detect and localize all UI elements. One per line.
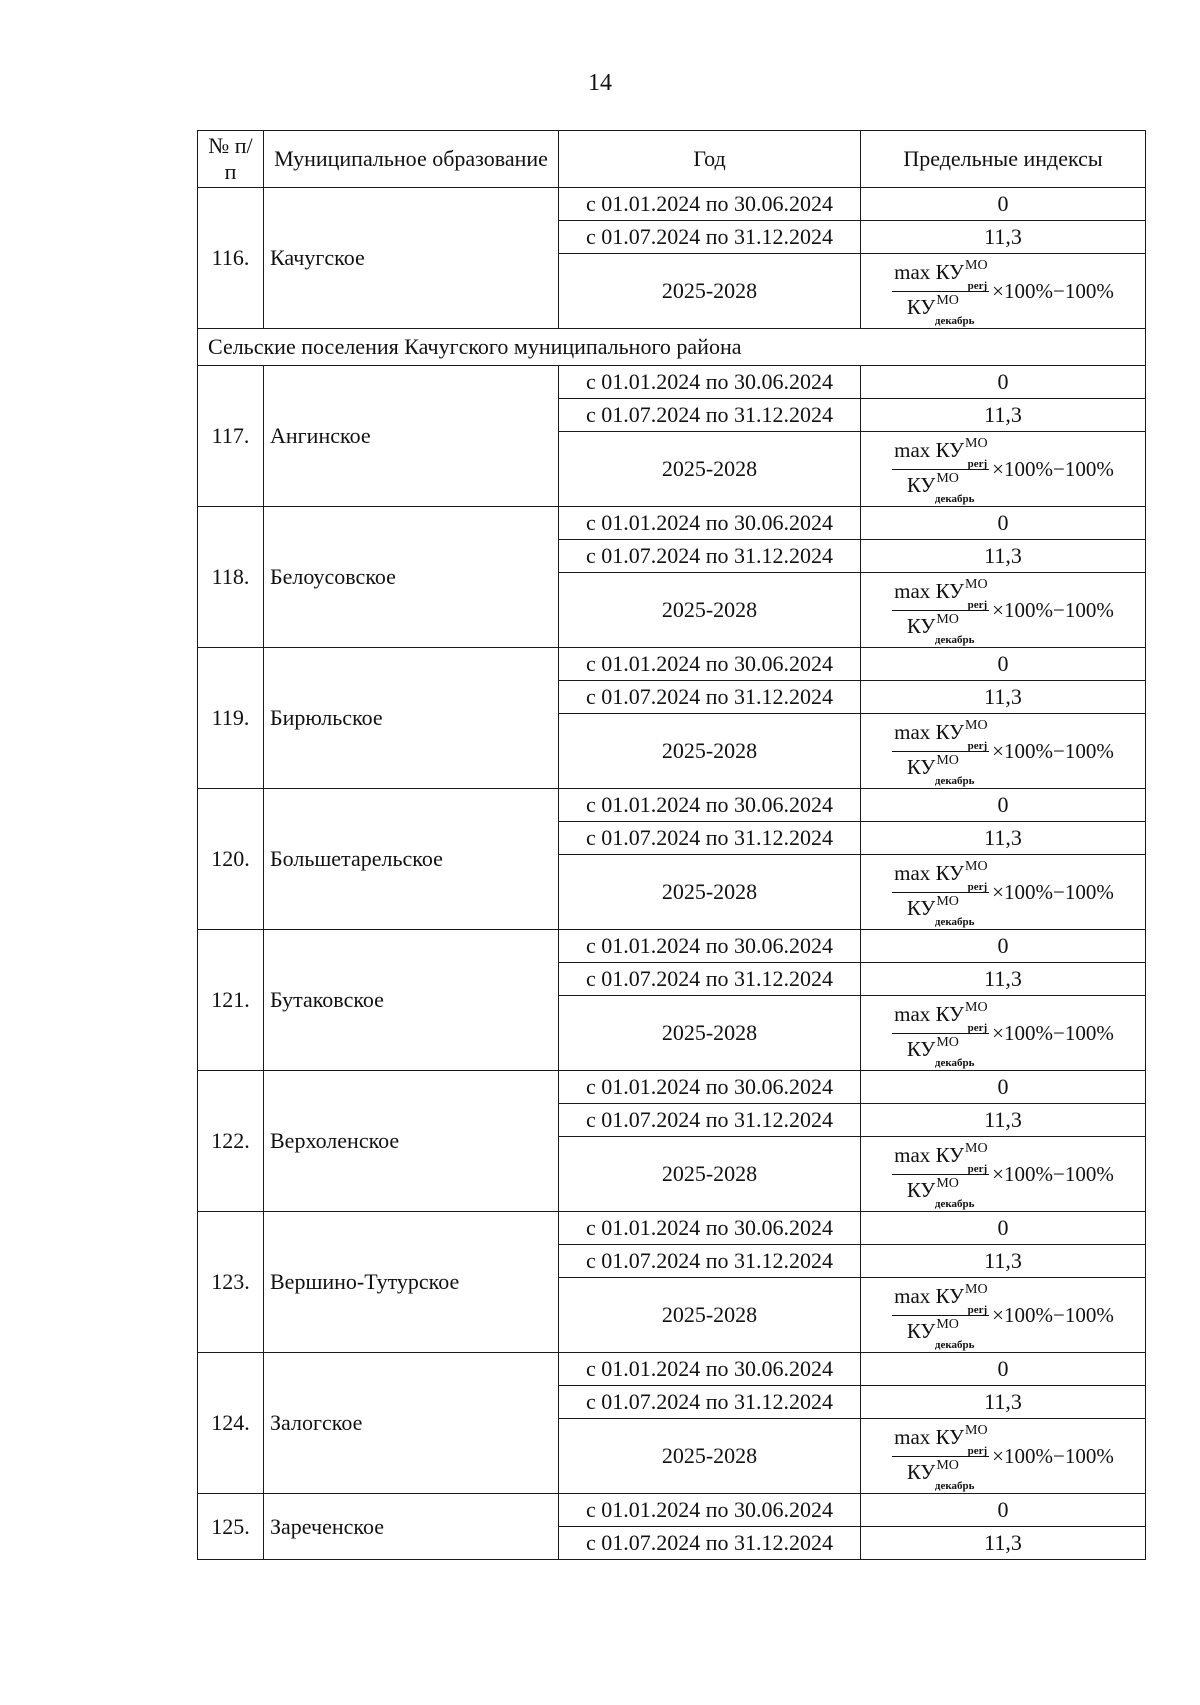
formula-max: max: [894, 1283, 931, 1308]
municipality-name: Качугское: [264, 188, 559, 329]
formula-tail: ×100%−100%: [992, 597, 1114, 622]
table-header-row: [198, 131, 1146, 188]
formula-max: max: [894, 259, 931, 284]
municipality-name: Зареченское: [264, 1494, 559, 1560]
index-value: 11,3: [861, 221, 1146, 254]
formula-mo-sup-den: МО: [936, 1034, 959, 1050]
formula-mo-sup-den: МО: [936, 1457, 959, 1473]
period-cell: с 01.01.2024 по 30.06.2024: [559, 366, 861, 399]
row-number: 124.: [198, 1353, 264, 1494]
formula-reg-sub: perj: [967, 279, 988, 292]
municipality-name: Верхоленское: [264, 1071, 559, 1212]
formula-dec-sub: декабрь: [934, 915, 975, 928]
row-number: 125.: [198, 1494, 264, 1560]
formula-max: max: [894, 1424, 931, 1449]
table-body: [198, 188, 1146, 1560]
header-year: Год: [559, 131, 861, 188]
formula-dec-sub: декабрь: [934, 1197, 975, 1210]
header-municipality: Муниципальное образование: [264, 131, 559, 188]
header-num: № п/п: [198, 131, 264, 188]
index-value: 0: [861, 789, 1146, 822]
formula-ku-den: КУ: [906, 294, 936, 319]
formula-dec-sub: декабрь: [934, 1338, 975, 1351]
row-number: 118.: [198, 507, 264, 648]
formula-ku: КУ: [935, 1283, 965, 1308]
formula-reg-sub: perj: [967, 457, 988, 470]
index-formula: [892, 1281, 1114, 1351]
index-value: 11,3: [861, 399, 1146, 432]
formula-ku: КУ: [935, 259, 965, 284]
period-cell: с 01.07.2024 по 31.12.2024: [559, 963, 861, 996]
row-number: 122.: [198, 1071, 264, 1212]
period-cell: с 01.01.2024 по 30.06.2024: [559, 1212, 861, 1245]
table-row: [198, 648, 1146, 681]
formula-tail: ×100%−100%: [992, 278, 1114, 303]
formula-ku-den: КУ: [906, 472, 936, 497]
formula-mo-sup: МО: [965, 999, 988, 1015]
row-number: 116.: [198, 188, 264, 329]
index-formula-cell: [861, 1419, 1146, 1494]
index-value: 0: [861, 1212, 1146, 1245]
formula-dec-sub: декабрь: [934, 774, 975, 787]
table-row: [198, 507, 1146, 540]
period-cell: с 01.01.2024 по 30.06.2024: [559, 789, 861, 822]
section-title: Сельские поселения Качугского муниципального района: [198, 329, 1146, 366]
indices-table: [197, 130, 1146, 1560]
index-formula: [892, 858, 1114, 928]
table-row: [198, 930, 1146, 963]
period-cell: 2025-2028: [559, 573, 861, 648]
row-number: 123.: [198, 1212, 264, 1353]
municipality-name: Ангинское: [264, 366, 559, 507]
period-cell: с 01.07.2024 по 31.12.2024: [559, 681, 861, 714]
index-formula-cell: [861, 432, 1146, 507]
formula-mo-sup: МО: [965, 717, 988, 733]
formula-reg-sub: perj: [967, 1021, 988, 1034]
formula-dec-sub: декабрь: [934, 1056, 975, 1069]
formula-max: max: [894, 719, 931, 744]
table-row: [198, 188, 1146, 221]
formula-mo-sup: МО: [965, 576, 988, 592]
index-value: 11,3: [861, 1386, 1146, 1419]
index-value: 11,3: [861, 1527, 1146, 1560]
period-cell: с 01.01.2024 по 30.06.2024: [559, 930, 861, 963]
formula-ku-den: КУ: [906, 1036, 936, 1061]
formula-mo-sup: МО: [965, 257, 988, 273]
period-cell: с 01.07.2024 по 31.12.2024: [559, 399, 861, 432]
formula-tail: ×100%−100%: [992, 1020, 1114, 1045]
formula-tail: ×100%−100%: [992, 738, 1114, 763]
municipality-name: Бутаковское: [264, 930, 559, 1071]
formula-tail: ×100%−100%: [992, 456, 1114, 481]
formula-ku-den: КУ: [906, 1318, 936, 1343]
period-cell: 2025-2028: [559, 1278, 861, 1353]
index-value: 0: [861, 930, 1146, 963]
period-cell: с 01.07.2024 по 31.12.2024: [559, 822, 861, 855]
formula-ku-den: КУ: [906, 895, 936, 920]
table-row: [198, 1212, 1146, 1245]
formula-max: max: [894, 1001, 931, 1026]
formula-tail: ×100%−100%: [992, 1302, 1114, 1327]
formula-dec-sub: декабрь: [934, 1479, 975, 1492]
formula-max: max: [894, 578, 931, 603]
municipality-name: Бирюльское: [264, 648, 559, 789]
formula-ku: КУ: [935, 437, 965, 462]
index-value: 11,3: [861, 540, 1146, 573]
period-cell: с 01.07.2024 по 31.12.2024: [559, 221, 861, 254]
formula-max: max: [894, 437, 931, 462]
index-formula-cell: [861, 855, 1146, 930]
formula-mo-sup-den: МО: [936, 1175, 959, 1191]
formula-ku: КУ: [935, 1001, 965, 1026]
period-cell: с 01.01.2024 по 30.06.2024: [559, 1494, 861, 1527]
formula-mo-sup: МО: [965, 435, 988, 451]
period-cell: с 01.01.2024 по 30.06.2024: [559, 188, 861, 221]
formula-reg-sub: perj: [967, 880, 988, 893]
formula-ku: КУ: [935, 719, 965, 744]
formula-ku: КУ: [935, 1424, 965, 1449]
period-cell: с 01.01.2024 по 30.06.2024: [559, 507, 861, 540]
index-value: 11,3: [861, 1104, 1146, 1137]
municipality-name: Вершино-Тутурское: [264, 1212, 559, 1353]
formula-mo-sup-den: МО: [936, 1316, 959, 1332]
municipality-name: Залогское: [264, 1353, 559, 1494]
index-formula-cell: [861, 714, 1146, 789]
formula-dec-sub: декабрь: [934, 492, 975, 505]
period-cell: с 01.01.2024 по 30.06.2024: [559, 1071, 861, 1104]
table-row: [198, 1494, 1146, 1527]
formula-reg-sub: perj: [967, 739, 988, 752]
formula-max: max: [894, 1142, 931, 1167]
formula-mo-sup-den: МО: [936, 893, 959, 909]
formula-reg-sub: perj: [967, 1444, 988, 1457]
index-value: 0: [861, 648, 1146, 681]
index-formula: [892, 717, 1114, 787]
index-formula: [892, 576, 1114, 646]
index-formula-cell: [861, 254, 1146, 329]
formula-ku-den: КУ: [906, 1459, 936, 1484]
formula-max: max: [894, 860, 931, 885]
period-cell: с 01.01.2024 по 30.06.2024: [559, 648, 861, 681]
formula-mo-sup: МО: [965, 1140, 988, 1156]
period-cell: 2025-2028: [559, 432, 861, 507]
table-row: [198, 1353, 1146, 1386]
formula-tail: ×100%−100%: [992, 879, 1114, 904]
period-cell: 2025-2028: [559, 1419, 861, 1494]
period-cell: с 01.07.2024 по 31.12.2024: [559, 1386, 861, 1419]
index-value: 0: [861, 366, 1146, 399]
index-formula: [892, 257, 1114, 327]
index-value: 11,3: [861, 1245, 1146, 1278]
table-row: [198, 1071, 1146, 1104]
index-value: 0: [861, 1494, 1146, 1527]
index-value: 0: [861, 507, 1146, 540]
index-value: 11,3: [861, 681, 1146, 714]
formula-mo-sup: МО: [965, 1422, 988, 1438]
index-formula: [892, 1422, 1114, 1492]
row-number: 119.: [198, 648, 264, 789]
period-cell: с 01.07.2024 по 31.12.2024: [559, 540, 861, 573]
formula-mo-sup: МО: [965, 1281, 988, 1297]
period-cell: с 01.07.2024 по 31.12.2024: [559, 1104, 861, 1137]
period-cell: 2025-2028: [559, 1137, 861, 1212]
index-value: 11,3: [861, 822, 1146, 855]
formula-tail: ×100%−100%: [992, 1443, 1114, 1468]
index-formula: [892, 999, 1114, 1069]
period-cell: с 01.01.2024 по 30.06.2024: [559, 1353, 861, 1386]
index-formula: [892, 1140, 1114, 1210]
formula-ku: КУ: [935, 1142, 965, 1167]
formula-dec-sub: декабрь: [934, 633, 975, 646]
municipality-name: Большетарельское: [264, 789, 559, 930]
formula-ku-den: КУ: [906, 613, 936, 638]
formula-reg-sub: perj: [967, 1162, 988, 1175]
period-cell: с 01.07.2024 по 31.12.2024: [559, 1527, 861, 1560]
formula-mo-sup-den: МО: [936, 611, 959, 627]
period-cell: с 01.07.2024 по 31.12.2024: [559, 1245, 861, 1278]
index-formula-cell: [861, 996, 1146, 1071]
index-value: 0: [861, 188, 1146, 221]
period-cell: 2025-2028: [559, 855, 861, 930]
row-number: 117.: [198, 366, 264, 507]
table-row: [198, 366, 1146, 399]
section-row: [198, 329, 1146, 366]
municipality-name: Белоусовское: [264, 507, 559, 648]
index-value: 0: [861, 1353, 1146, 1386]
formula-ku: КУ: [935, 578, 965, 603]
formula-ku-den: КУ: [906, 754, 936, 779]
formula-mo-sup-den: МО: [936, 470, 959, 486]
index-formula-cell: [861, 1278, 1146, 1353]
formula-ku: КУ: [935, 860, 965, 885]
row-number: 120.: [198, 789, 264, 930]
formula-mo-sup: МО: [965, 858, 988, 874]
index-value: 11,3: [861, 963, 1146, 996]
formula-ku-den: КУ: [906, 1177, 936, 1202]
formula-tail: ×100%−100%: [992, 1161, 1114, 1186]
page-number: 14: [588, 70, 612, 96]
formula-dec-sub: декабрь: [934, 314, 975, 327]
period-cell: 2025-2028: [559, 714, 861, 789]
row-number: 121.: [198, 930, 264, 1071]
table-row: [198, 789, 1146, 822]
index-formula-cell: [861, 573, 1146, 648]
index-value: 0: [861, 1071, 1146, 1104]
index-formula: [892, 435, 1114, 505]
formula-mo-sup-den: МО: [936, 752, 959, 768]
header-index: Предельные индексы: [861, 131, 1146, 188]
formula-reg-sub: perj: [967, 598, 988, 611]
formula-mo-sup-den: МО: [936, 292, 959, 308]
index-formula-cell: [861, 1137, 1146, 1212]
period-cell: 2025-2028: [559, 254, 861, 329]
period-cell: 2025-2028: [559, 996, 861, 1071]
formula-reg-sub: perj: [967, 1303, 988, 1316]
